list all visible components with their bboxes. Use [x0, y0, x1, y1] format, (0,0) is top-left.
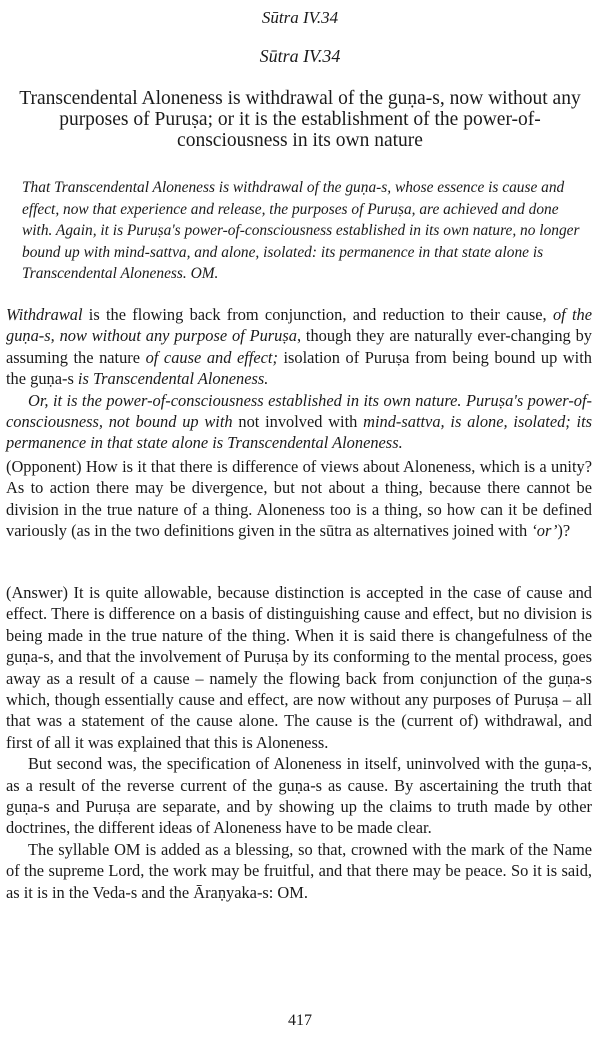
body-paragraph [6, 753, 592, 839]
text-run: (Opponent) How is it that there is difference of views about Aloneness, which is a unity? As to action there may be divergence, but not about a thing, because there cannot be division in the true nature of a thing. Aloneness too is a thing, so how can it be defined variously (as in the two definitions given in the sūtra as alternatives joined with [6, 457, 592, 541]
text-run: But second was, the specification of Aloneness in itself, uninvolved with the guṇa-s, as a result of the reverse current of the guṇa-s as cause. By ascertaining the truth that guṇa-s and Puruṣa are separate, and by showing up the claims to truth made by other doctrines, the different ideas of Aloneness have to be made clear. [6, 754, 592, 838]
running-head: Sūtra IV.34 [261, 8, 339, 27]
italic-text-run: of the guṇa-s, now without any purpose of Puruṣa [6, 305, 592, 346]
italic-text-run: of cause and effect; [145, 347, 278, 367]
answer-section [6, 582, 592, 903]
italic-text-run: Or, it is the power-of-consciousness established in its own nature. Puruṣa's power-of-consciousness, not bound up with [6, 390, 592, 432]
italic-text-run: mind-sattva, is alone, isolated; its permanence in that state alone is Transcendental Aloneness. [6, 412, 593, 453]
text-run: not involved with [232, 412, 364, 432]
italic-text-run: Withdrawal [6, 305, 83, 324]
text-run: is the flowing back from conjunction, and reduction to their cause, [82, 305, 553, 324]
page-number: 417 [288, 1012, 312, 1029]
commentary-paragraph: That Transcendental Aloneness is withdrawal of the guṇa-s, whose essence is cause and effect, now that experience and release, the purposes of Puruṣa, are achieved and done with. Again, it is Puruṣa's power-of-consciousness established in its own nature, no longer bound up with mind-sattva, and alone, isolated: its permanence in that state alone is Transcendental Aloneness. OM. [22, 179, 580, 282]
body-paragraph [6, 582, 592, 753]
body-paragraph [6, 304, 592, 390]
body-paragraph [6, 456, 592, 542]
body-paragraph [6, 839, 592, 903]
text-run: isolation of Puruṣa from being bound up with the guṇa-s [6, 347, 592, 389]
text-run: The syllable OM is added as a blessing, so that, crowned with the mark of the Name of the supreme Lord, the work may be fruitful, and that there may be peace. So it is said, as it is in the Veda-s and the Āraṇyaka-s: OM. [6, 839, 592, 902]
italic-text-run: is Transcendental Aloneness. [77, 369, 269, 389]
text-run: , though they are naturally ever-changing by assuming the nature [6, 326, 592, 367]
text-run: )? [557, 521, 571, 541]
sutra-label: Sūtra IV.34 [259, 46, 341, 66]
text-run: (Answer) It is quite allowable, because distinction is accepted in the case of cause and effect. There is difference on a basis of distinguishing cause and effect, but no division is being made in the true nature of the thing. When it is said there is changefulness of the guṇa-s, and that the involvement of Puruṣa by its conforming to the mental process, goes away as a result of a cause – namely the flowing back from conjunction of the guṇa-s which, though essentially cause and effect, are now without any purposes of Puruṣa – all that was a statement of the cause alone. The cause is the (current of) withdrawal, and first of all it was explained that this is Aloneness. [6, 583, 592, 752]
sutra-text: Transcendental Aloneness is withdrawal of the guṇa-s, now without any purposes of Puruṣa; or it is the establishment of the power-of-consciousness in its own nature [19, 88, 581, 151]
italic-text-run: ‘or’ [531, 521, 558, 541]
body-paragraph [6, 390, 592, 454]
explanation-section [6, 304, 592, 454]
opponent-section [6, 456, 592, 542]
